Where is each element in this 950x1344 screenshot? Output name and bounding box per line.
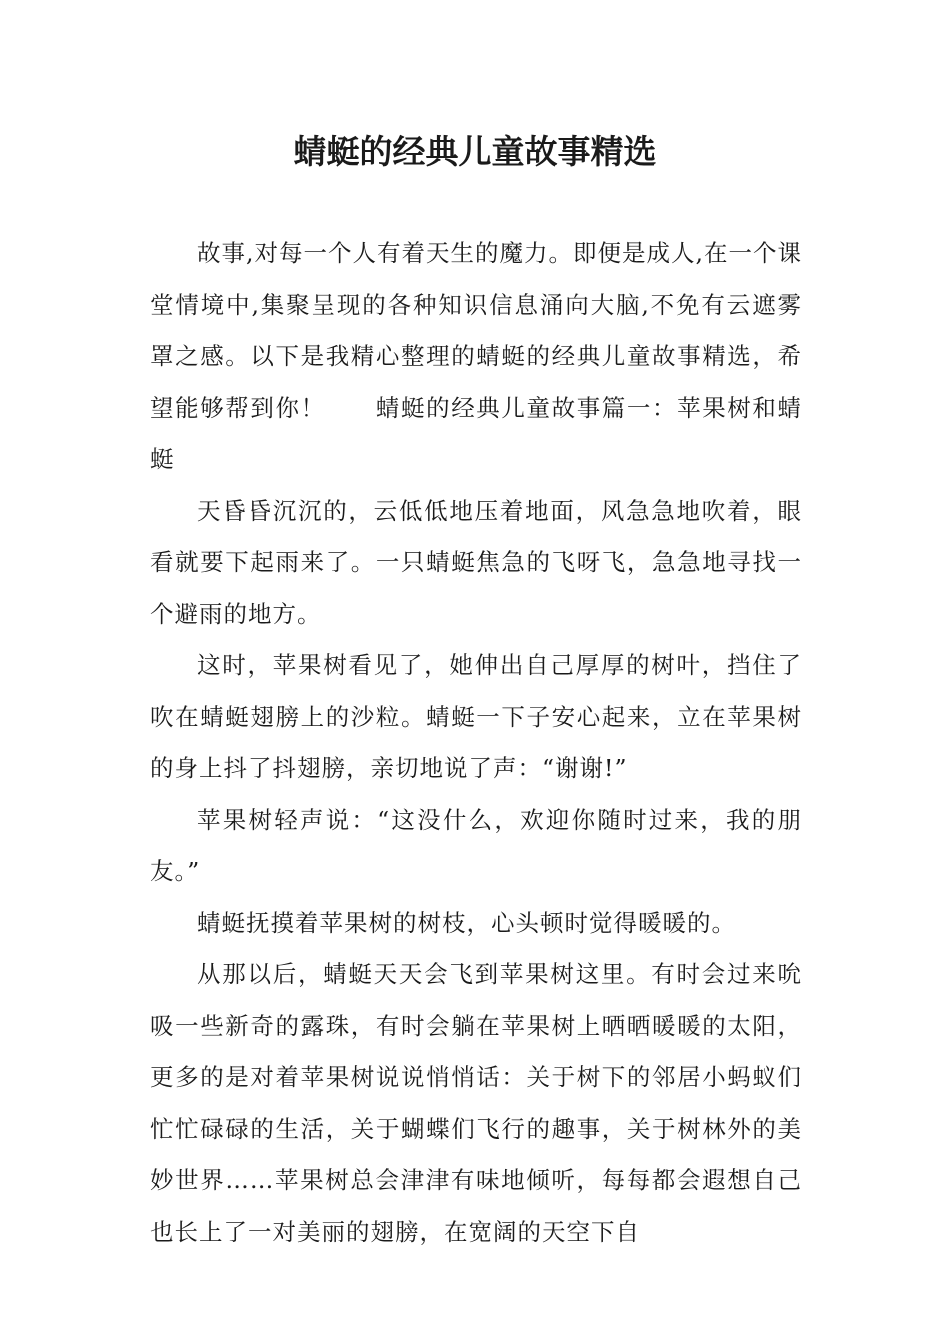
paragraph: 蜻蜓抚摸着苹果树的树枝，心头顿时觉得暖暖的。 [197, 908, 736, 937]
paragraph: 苹果树轻声说：“这没什么，欢迎你随时过来，我的朋友。” [150, 805, 802, 885]
paragraph: 从那以后，蜻蜓天天会飞到苹果树这里。有时会过来吮吸一些新奇的露珠，有时会躺在苹果树上晒晒暖暖的太阳，更多的是对着苹果树说说悄悄话：关于树下的邻居小蚂蚁们忙忙碌碌的生活，关于蝴蝶们飞行的趣事，关于树林外的美妙世界……苹果树总会津津有味地倾听，每每都会遐想自己也长上了一对美丽的翅膀，在宽阔的天空下自 [150, 960, 802, 1246]
paragraph-intro: 故事,对每一个人有着天生的魔力。即便是成人,在一个课堂情境中,集聚呈现的各种知识信息涌向大脑,不免有云遮雾罩之感。以下是我精心整理的蜻蜓的经典儿童故事精选，希望能够帮到你！ 蜻蜓的经典儿童故事篇一：苹果树和蜻蜓 [150, 239, 802, 473]
paragraph: 天昏昏沉沉的，云低低地压着地面，风急急地吹着，眼看就要下起雨来了。一只蜻蜓焦急的飞呀飞，急急地寻找一个避雨的地方。 [150, 496, 802, 628]
document-body [150, 228, 802, 1258]
paragraph: 这时，苹果树看见了，她伸出自己厚厚的树叶，挡住了吹在蜻蜓翅膀上的沙粒。蜻蜓一下子安心起来，立在苹果树的身上抖了抖翅膀，亲切地说了声：“谢谢!” [150, 651, 802, 782]
document-title: 蜻蜓的经典儿童故事精选 [293, 132, 657, 171]
